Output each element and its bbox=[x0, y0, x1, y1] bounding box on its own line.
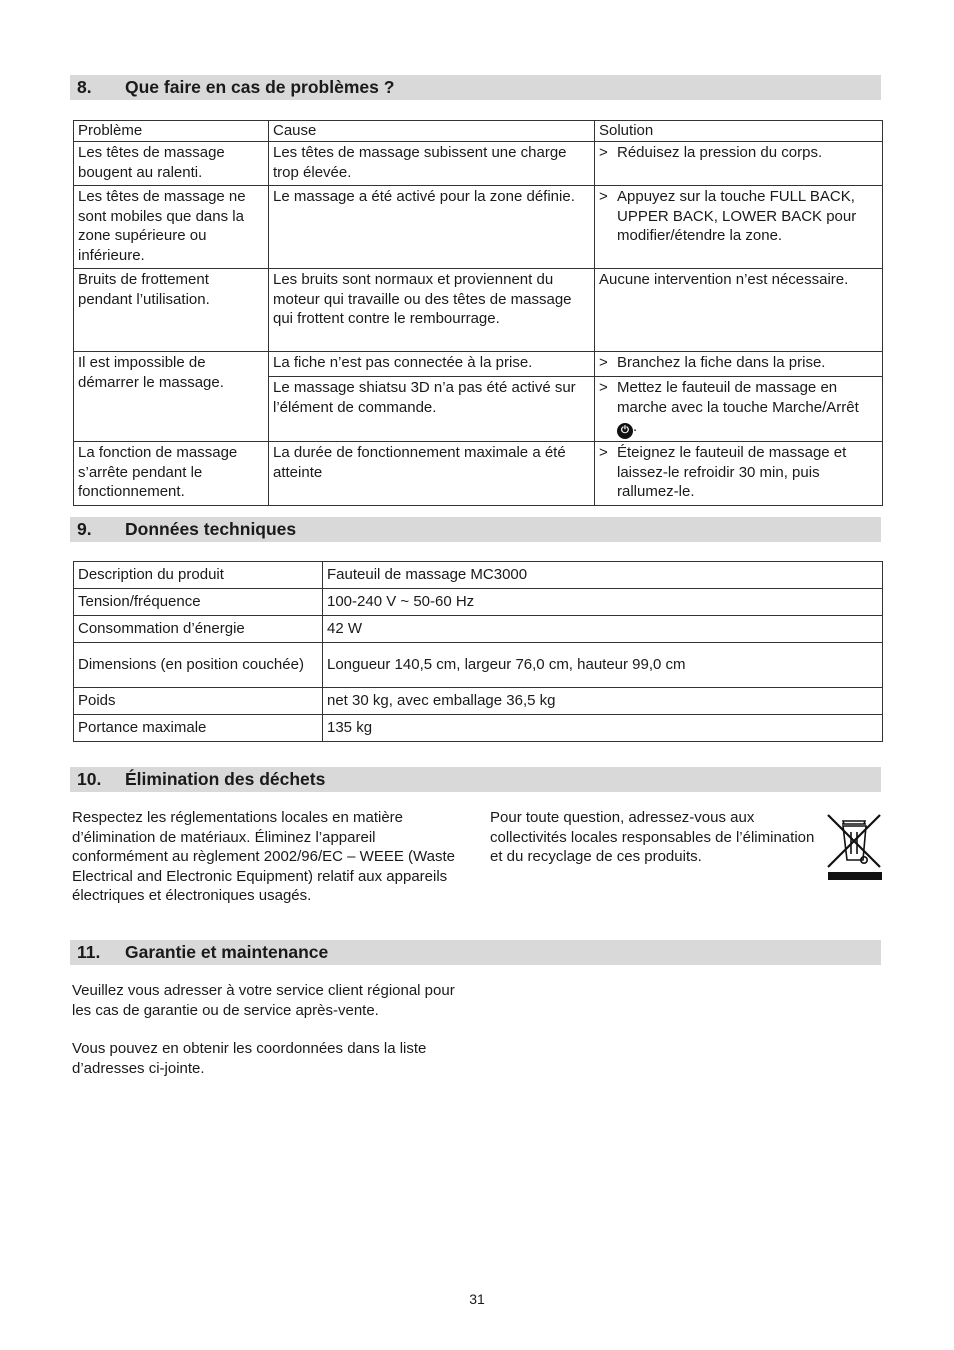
solution-text: Éteignez le fauteuil de massage et laissez-le refroidir 30 min, puis rallumez-le. bbox=[617, 444, 847, 500]
header-cell: Problème bbox=[74, 121, 269, 142]
spec-value: Longueur 140,5 cm, largeur 76,0 cm, hauteur 99,0 cm bbox=[323, 643, 883, 688]
bullet: > bbox=[599, 144, 608, 161]
solution-text: Branchez la fiche dans la prise. bbox=[617, 354, 826, 371]
spec-label: Dimensions (en position couchée) bbox=[74, 643, 323, 688]
technical-data-table bbox=[73, 561, 883, 742]
cause-cell: Les têtes de massage subissent une charge trop élevée. bbox=[269, 142, 595, 186]
table-row bbox=[74, 643, 883, 688]
solution-text: Réduisez la pression du corps. bbox=[617, 144, 823, 161]
header-cell: Cause bbox=[269, 121, 595, 142]
bullet: > bbox=[599, 444, 608, 461]
bullet: > bbox=[599, 379, 608, 396]
spec-value: Fauteuil de massage MC3000 bbox=[323, 562, 883, 589]
table-header-row bbox=[74, 121, 883, 142]
table-row bbox=[74, 562, 883, 589]
section-title: Données techniques bbox=[125, 519, 297, 539]
spec-value: 100-240 V ~ 50-60 Hz bbox=[323, 589, 883, 616]
section-number: 10. bbox=[77, 769, 102, 789]
section-title: Élimination des déchets bbox=[125, 769, 326, 789]
troubleshooting-table bbox=[73, 120, 883, 506]
warranty-address-text: Vous pouvez en obtenir les coordonnées dans la liste d’adresses ci-jointe. bbox=[72, 1040, 427, 1077]
solution-cell bbox=[595, 142, 883, 186]
problem-cell: Bruits de frottement pendant l’utilisation. bbox=[74, 269, 269, 352]
cause-cell: La fiche n’est pas connectée à la prise. bbox=[269, 352, 595, 377]
problem-cell: Les têtes de massage ne sont mobiles que dans la zone supérieure ou inférieure. bbox=[74, 186, 269, 269]
spec-label: Poids bbox=[74, 688, 323, 715]
section-11-header bbox=[70, 940, 881, 965]
solution-cell: Aucune intervention n’est nécessaire. bbox=[595, 269, 883, 352]
solution-cell bbox=[595, 352, 883, 377]
spec-value: net 30 kg, avec emballage 36,5 kg bbox=[323, 688, 883, 715]
power-icon: ⏻ bbox=[617, 423, 633, 439]
cause-cell: Le massage shiatsu 3D n’a pas été activé sur l’élément de commande. bbox=[269, 377, 595, 442]
section-number: 11. bbox=[77, 942, 101, 962]
spec-label: Portance maximale bbox=[74, 715, 323, 742]
spec-label: Description du produit bbox=[74, 562, 323, 589]
section-8-header bbox=[70, 75, 881, 100]
crossed-out-wheelie-bin-icon bbox=[826, 812, 882, 882]
cause-cell: Les bruits sont normaux et proviennent du moteur qui travaille ou des têtes de massage qui frottent contre le rembourrage. bbox=[269, 269, 595, 352]
table-row bbox=[74, 715, 883, 742]
solution-cell bbox=[595, 442, 883, 506]
table-row bbox=[74, 269, 883, 352]
page-number: 31 bbox=[469, 1291, 485, 1307]
solution-cell bbox=[595, 377, 883, 442]
problem-cell: Il est impossible de démarrer le massage. bbox=[74, 352, 269, 442]
bullet: > bbox=[599, 188, 608, 205]
solution-text-end: . bbox=[633, 418, 638, 435]
section-10-header bbox=[70, 767, 881, 792]
spec-label: Consommation d’énergie bbox=[74, 616, 323, 643]
table-row bbox=[74, 186, 883, 269]
section-number: 8. bbox=[77, 77, 92, 97]
disposal-contact-text: Pour toute question, adressez-vous aux collectivités locales responsables de l’élimination et du recyclage de ces produits. bbox=[490, 809, 815, 865]
section-number: 9. bbox=[77, 519, 92, 539]
problem-cell: Les têtes de massage bougent au ralenti. bbox=[74, 142, 269, 186]
section-title: Que faire en cas de problèmes ? bbox=[125, 77, 395, 97]
cause-cell: La durée de fonctionnement maximale a été atteinte bbox=[269, 442, 595, 506]
table-row bbox=[74, 616, 883, 643]
spec-value: 42 W bbox=[323, 616, 883, 643]
table-row bbox=[74, 442, 883, 506]
table-row bbox=[74, 352, 883, 377]
bullet: > bbox=[599, 354, 608, 371]
table-row bbox=[74, 589, 883, 616]
section-title: Garantie et maintenance bbox=[125, 942, 329, 962]
header-cell: Solution bbox=[595, 121, 883, 142]
disposal-text: Respectez les réglementations locales en matière d’élimination de matériaux. Éliminez l’appareil conformément au règlement 2002/96/EC – WEEE (Waste Electrical and Electronic Equipment) relatif aux appareils électriques et électroniques usagés. bbox=[72, 809, 455, 904]
table-row bbox=[74, 142, 883, 186]
problem-cell: La fonction de massage s’arrête pendant le fonctionnement. bbox=[74, 442, 269, 506]
solution-text: Mettez le fauteuil de massage en marche avec la touche Marche/Arrêt bbox=[617, 379, 859, 416]
solution-text: Appuyez sur la touche FULL BACK, UPPER BACK, LOWER BACK pour modifier/étendre la zone. bbox=[617, 188, 857, 244]
spec-label: Tension/fréquence bbox=[74, 589, 323, 616]
section-9-header bbox=[70, 517, 881, 542]
spec-value: 135 kg bbox=[323, 715, 883, 742]
table-row bbox=[74, 688, 883, 715]
cause-cell: Le massage a été activé pour la zone définie. bbox=[269, 186, 595, 269]
solution-cell bbox=[595, 186, 883, 269]
warranty-text: Veuillez vous adresser à votre service client régional pour les cas de garantie ou de service après-vente. bbox=[72, 982, 455, 1019]
